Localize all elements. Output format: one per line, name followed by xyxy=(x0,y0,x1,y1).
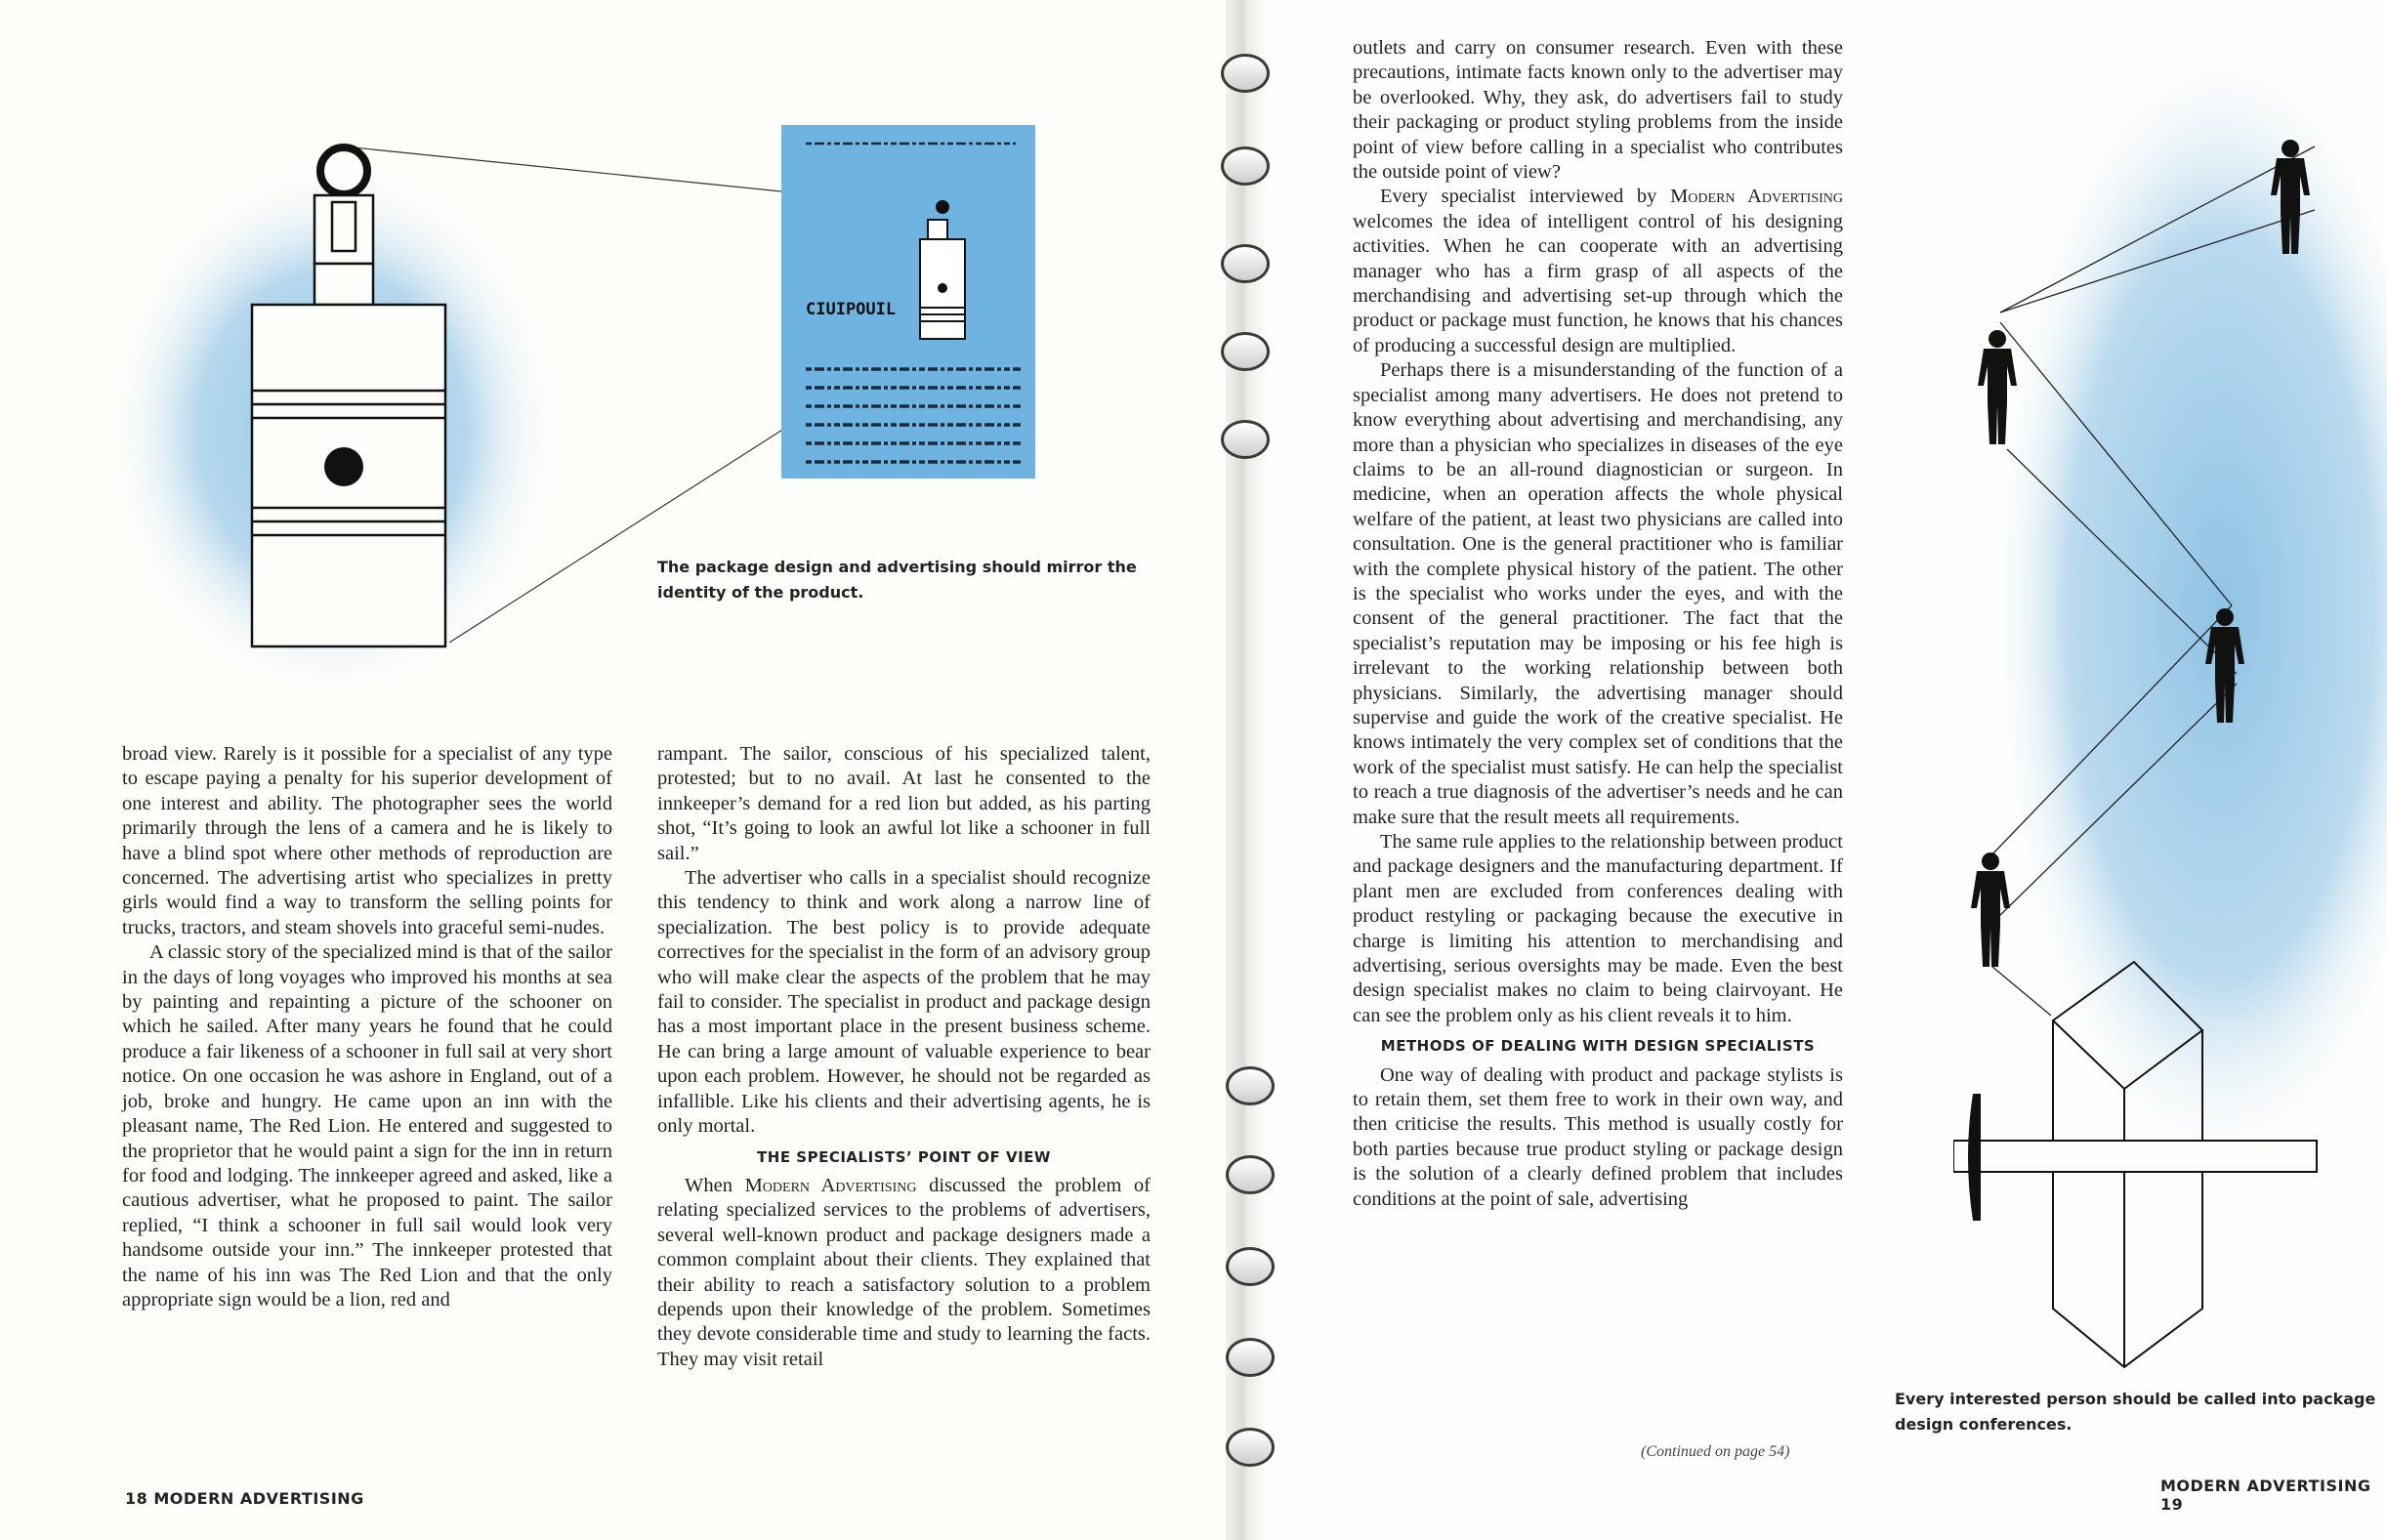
page-folio-left: 18 MODERN ADVERTISING xyxy=(125,1489,364,1508)
product-dot xyxy=(324,447,363,486)
section-heading: THE SPECIALISTS’ POINT OF VIEW xyxy=(757,1147,1051,1166)
horizontal-bar xyxy=(1953,1141,2317,1172)
paragraph: broad view. Rarely is it possible for a specialist of any type to escape paying a penalty for his superior development of one interest and ability. The photographer sees the world primarily through the lens of a camera and he is likely to have a blind spot where other methods of reproduction are concerned. The advertising artist who specializes in pretty girls would find a way to transform the selling points for trucks, tractors, and steam shovels into graceful semi-nudes. xyxy=(122,743,612,938)
left-column-1 xyxy=(122,742,612,1312)
blue-glow xyxy=(1963,29,2387,1182)
paragraph: outlets and carry on consumer research. Even with these precautions, intimate facts known only to the advertiser may be overlooked. Why, they ask, do advertisers fail to study their packaging or product styling problems from the inside point of view before calling in a specialist who contributes the outside point of view? xyxy=(1353,37,1843,184)
left-column-2 xyxy=(657,742,1151,1372)
binding-ring xyxy=(1226,1066,1275,1105)
paragraph: The advertiser who calls in a specialist should recognize this tendency to think and work along a narrow line of specialization. The best policy is to provide adequate correctives for the specialist in the form of an advisory group who will make clear the aspects of the problem that he may fail to consider. The specialist in product and package design has a most important place in the present business scheme. He can bring a large amount of valuable experience to bear upon each problem. However, he should not be regarded as infallible. Like his clients and their advertising agents, he is only mortal. xyxy=(657,867,1151,1138)
binding-ring xyxy=(1226,1338,1275,1377)
right-column xyxy=(1353,36,1843,1212)
paragraph: Perhaps there is a misunderstanding of the function of a specialist among many advertisers. He does not pretend to know everything about advertising and merchandising, any more than a physician who specializes in diseases of the eye claims to be an all-round diagnostician or surgeon. In medicine, when an operation affects the whole physical welfare of the patient, at least two physicians are called into consultation. One is the general practitioner who is familiar with the complete physical history of the patient. The other is the specialist who works under the eyes, and with the consent of the general practitioner. The fact that the specialist’s reputation may be imposing or his fee high is irrelevant to the working relationship between both physicians. Similarly, the advertising manager should supervise and guide the work of the creative specialist. He knows intimately the very complex set of conditions that the work of the specialist must satisfy. He can help the specialist to reach a true diagnosis of the advertiser’s needs and he can make sure that the result meets all requirements. xyxy=(1353,359,1843,828)
bar-end xyxy=(1968,1094,1981,1221)
paragraph: Every specialist interviewed by Modern Advertising welcomes the idea of intelligent control of his designing activities. When he can cooperate with an advertising manager who has a firm grasp of all aspects of the merchandising and advertising set-up through which the product or package must function, he knows that his chances of producing a successful design are multiplied. xyxy=(1353,186,1843,356)
left-figure-caption: The package design and advertising should mirror the identity of the product. xyxy=(657,558,1137,602)
page-folio-right: MODERN ADVERTISING 19 xyxy=(2160,1477,2371,1514)
continued-note: (Continued on page 54) xyxy=(1641,1443,1790,1460)
binding-ring xyxy=(1226,1247,1275,1286)
paragraph: The same rule applies to the relationship between product and package designers and the manufacturing department. If plant men are excluded from conferences dealing with product restyling or packaging because the executive in charge is limiting his attention to merchandising and advertising, serious oversights may be made. Even the best design specialist makes no claim to being clairvoyant. He can see the problem only as his client reveals it to him. xyxy=(1353,831,1843,1026)
paragraph: rampant. The sailor, conscious of his specialized talent, protested; but to no avail. At last he consented to the innkeeper’s demand for a red lion but added, as his parting shot, “It’s going to look an awful lot like a schooner in full sail.” xyxy=(657,743,1151,864)
right-figure-caption: Every interested person should be called into package design conferences. xyxy=(1895,1390,2376,1434)
paragraph: A classic story of the specialized mind is that of the sailor in the days of long voyages who improved his months at sea by painting and repainting a picture of the schooner on which he sailed. After many years he found that he could produce a fair likeness of a schooner in full sail at very short notice. On one occasion he was ashore in England, out of a job, broke and hungry. He came upon an inn with the pleasant name, The Red Lion. He entered and suggested to the proprietor that he would paint a sign for the inn in return for food and lodging. The innkeeper agreed and asked, like a cautious advertiser, what he proposed to paint. The sailor replied, “I think a schooner in full sail would look very handsome outside your inn.” The innkeeper protested that the name of his inn was The Red Lion and that the only appropriate sign would be a lion, red and xyxy=(122,941,612,1311)
binding-ring xyxy=(1226,1428,1275,1467)
paragraph: One way of dealing with product and package stylists is to retain them, set them free to work in their own way, and then criticise the results. This method is usually costly for both parties because true product styling or package design is the solution of a clearly defined problem that includes conditions at the point of sale, advertising xyxy=(1353,1063,1843,1210)
panel-word: CIUIPOUIL xyxy=(806,300,897,319)
paragraph: When Modern Advertising discussed the problem of relating specialized services to the problems of advertisers, several well-known product and package designers made a common complaint about their clients. They explained that their ability to reach a satisfactory solution to a problem depends upon their knowledge of the problem. Sometimes they devote considerable time and study to learning the facts. They may visit retail xyxy=(657,1174,1151,1370)
section-heading: METHODS OF DEALING WITH DESIGN SPECIALISTS xyxy=(1380,1037,1816,1056)
design-conference-illustration xyxy=(1953,0,2387,1416)
binding-ring xyxy=(1226,1155,1275,1194)
